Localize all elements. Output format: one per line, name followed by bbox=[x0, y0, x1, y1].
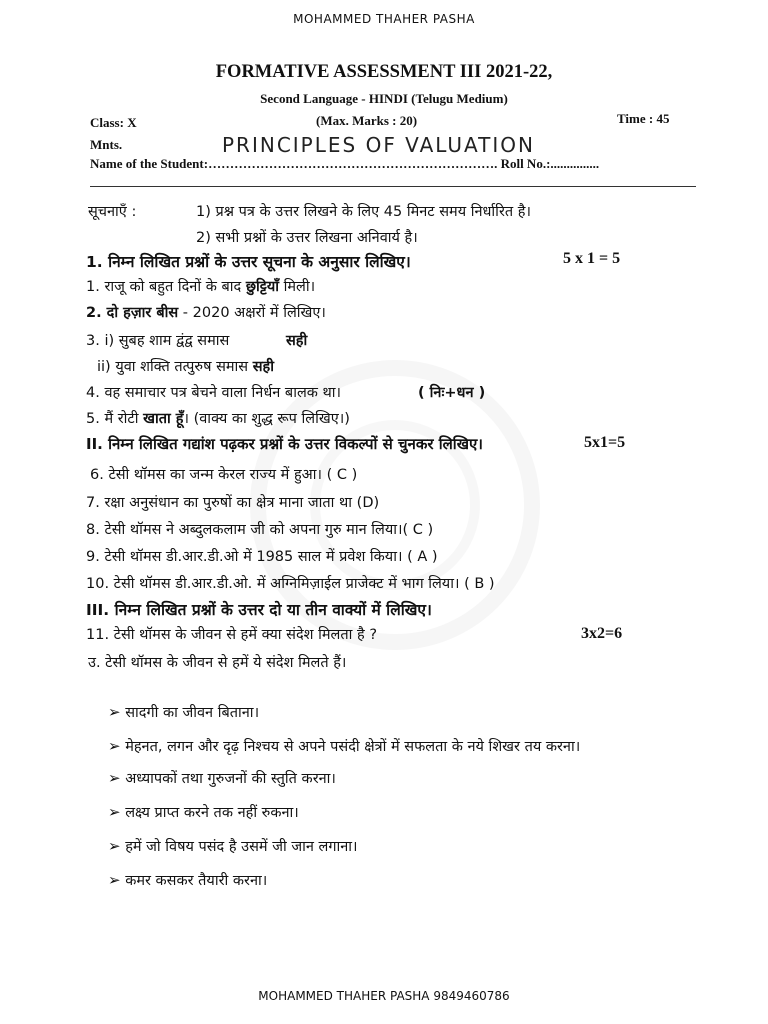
list-item: ➢ हमें जो विषय पसंद है उसमें जी जान लगाना। bbox=[108, 837, 358, 855]
instruction-2: 2) सभी प्रश्नों के उत्तर लिखना अनिवार्य है। bbox=[196, 230, 418, 246]
question-3-i-answer: सही bbox=[286, 333, 308, 349]
list-item: ➢ लक्ष्य प्राप्त करने तक नहीं रुकना। bbox=[108, 803, 299, 821]
class-label: Class: X bbox=[90, 115, 137, 130]
arrow-bullet-icon: ➢ bbox=[108, 803, 121, 821]
instruction-1: 1) प्रश्न पत्र के उत्तर लिखने के लिए 45 मिनट समय निर्धारित है। bbox=[196, 204, 531, 220]
time-label: Time : 45 bbox=[617, 111, 670, 126]
document-title: FORMATIVE ASSESSMENT III 2021-22, bbox=[215, 62, 553, 82]
mcq-item: 8. टेसी थॉमस ने अब्दुलकलाम जी को अपना गुरु मान लिया।( C ) bbox=[86, 522, 434, 538]
mcq-item: 10. टेसी थॉमस डी.आर.डी.ओ. में अग्निमिज़ाईल प्राजेक्ट में भाग लिया। ( B ) bbox=[86, 576, 495, 592]
header-author: MOHAMMED THAHER PASHA bbox=[293, 12, 475, 26]
list-item: ➢ कमर कसकर तैयारी करना। bbox=[108, 871, 268, 889]
list-item: ➢ सादगी का जीवन बिताना। bbox=[108, 703, 260, 721]
question-1: 1. राजू को बहुत दिनों के बाद छुट्टियाँ मिली। bbox=[86, 279, 316, 295]
section-2-marks: 5x1=5 bbox=[584, 434, 626, 451]
list-item: ➢ अध्यापकों तथा गुरुजनों की स्तुति करना। bbox=[108, 769, 336, 787]
minutes-label: Mnts. bbox=[90, 137, 123, 152]
max-marks: (Max. Marks : 20) bbox=[316, 113, 418, 128]
header-divider bbox=[90, 186, 696, 187]
list-item: ➢ मेहनत, लगन और दृढ़ निश्चय से अपने पसंदी क्षेत्रों में सफलता के नये शिखर तय करना। bbox=[108, 737, 581, 755]
mcq-item: 7. रक्षा अनुसंधान का पुरुषों का क्षेत्र माना जाता था (D) bbox=[86, 495, 380, 511]
footer-text: MOHAMMED THAHER PASHA 9849460786 bbox=[258, 989, 510, 1003]
section-3-marks: 3x2=6 bbox=[581, 625, 623, 642]
question-11: 11. टेसी थॉमस के जीवन से हमें क्या संदेश मिलता है ? bbox=[86, 627, 378, 643]
section-1-heading: 1. निम्न लिखित प्रश्नों के उत्तर सूचना के अनुसार लिखिए। bbox=[86, 253, 411, 271]
question-4-answer: ( निः+धन ) bbox=[418, 385, 486, 401]
handwritten-title: PRINCIPLES OF VALUATION bbox=[222, 133, 535, 157]
question-3-ii: ii) युवा शक्ति तत्पुरुष समास सही bbox=[97, 359, 274, 375]
question-4: 4. वह समाचार पत्र बेचने वाला निर्धन बालक था। bbox=[86, 385, 342, 401]
arrow-bullet-icon: ➢ bbox=[108, 769, 121, 787]
question-5: 5. मैं रोटी खाता हूँ। (वाक्य का शुद्ध रूप लिखिए।) bbox=[86, 411, 350, 427]
arrow-bullet-icon: ➢ bbox=[108, 703, 121, 721]
instructions-label: सूचनाएँ : bbox=[88, 204, 137, 220]
mcq-item: 9. टेसी थॉमस डी.आर.डी.ओ में 1985 साल में प्रवेश किया। ( A ) bbox=[86, 549, 438, 565]
arrow-bullet-icon: ➢ bbox=[108, 871, 121, 889]
question-3-i: 3. i) सुबह शाम द्वंद्व समास bbox=[86, 333, 230, 349]
document-subtitle: Second Language - HINDI (Telugu Medium) bbox=[260, 91, 508, 106]
question-2: 2. दो हज़ार बीस - 2020 अक्षरों में लिखिए। bbox=[86, 305, 326, 321]
arrow-bullet-icon: ➢ bbox=[108, 737, 121, 755]
section-3-heading: III. निम्न लिखित प्रश्नों के उत्तर दो या तीन वाक्यों में लिखिए। bbox=[86, 601, 432, 619]
section-1-marks: 5 x 1 = 5 bbox=[563, 250, 621, 267]
arrow-bullet-icon: ➢ bbox=[108, 837, 121, 855]
mcq-item: 6. टेसी थॉमस का जन्म केरल राज्य में हुआ। ( C ) bbox=[90, 467, 358, 483]
student-name-line: Name of the Student:…………………………………………………………. Roll No.:............... bbox=[90, 156, 600, 171]
answer-intro: उ. टेसी थॉमस के जीवन से हमें ये संदेश मिलते हैं। bbox=[88, 655, 347, 671]
section-2-heading: II. निम्न लिखित गद्यांश पढ़कर प्रश्नों के उत्तर विकल्पों से चुनकर लिखिए। bbox=[86, 435, 483, 453]
